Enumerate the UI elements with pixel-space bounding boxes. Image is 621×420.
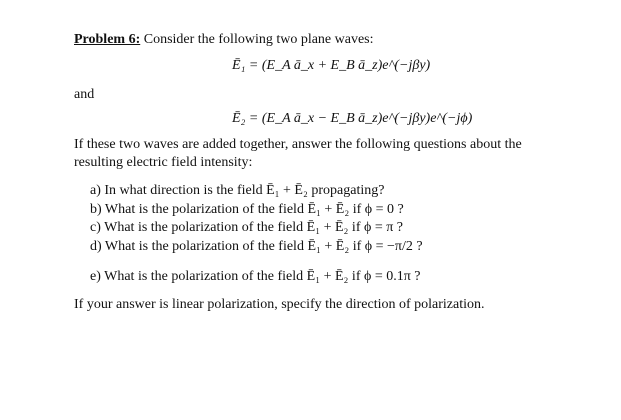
question-a: a) In what direction is the field Ē₁ + Ē₂ propagating? [90, 183, 385, 198]
problem-label: Problem 6: [74, 32, 141, 47]
polarization-note: If your answer is linear polarization, specify the direction of polarization. [74, 297, 485, 312]
question-e: e) What is the polarization of the field Ē₁ + Ē₂ if ϕ = 0.1π ? [90, 269, 421, 284]
intro-line-1: If these two waves are added together, answer the following questions about the [74, 137, 522, 152]
equation-1: Ē₁ = (E_A ā_x + E_B ā_z)e^(−jβy) [232, 58, 431, 73]
question-c: c) What is the polarization of the field Ē₁ + Ē₂ if ϕ = π ? [90, 220, 404, 235]
and-text: and [74, 87, 95, 102]
question-d: d) What is the polarization of the field Ē₁ + Ē₂ if ϕ = −π/2 ? [90, 239, 423, 254]
intro-line-2: resulting electric field intensity: [74, 155, 253, 170]
question-b: b) What is the polarization of the field Ē₁ + Ē₂ if ϕ = 0 ? [90, 202, 404, 217]
problem-heading [74, 31, 374, 49]
equation-2: Ē₂ = (E_A ā_x − E_B ā_z)e^(−jβy)e^(−jϕ) [232, 111, 473, 126]
problem-title: Consider the following two plane waves: [143, 32, 374, 47]
